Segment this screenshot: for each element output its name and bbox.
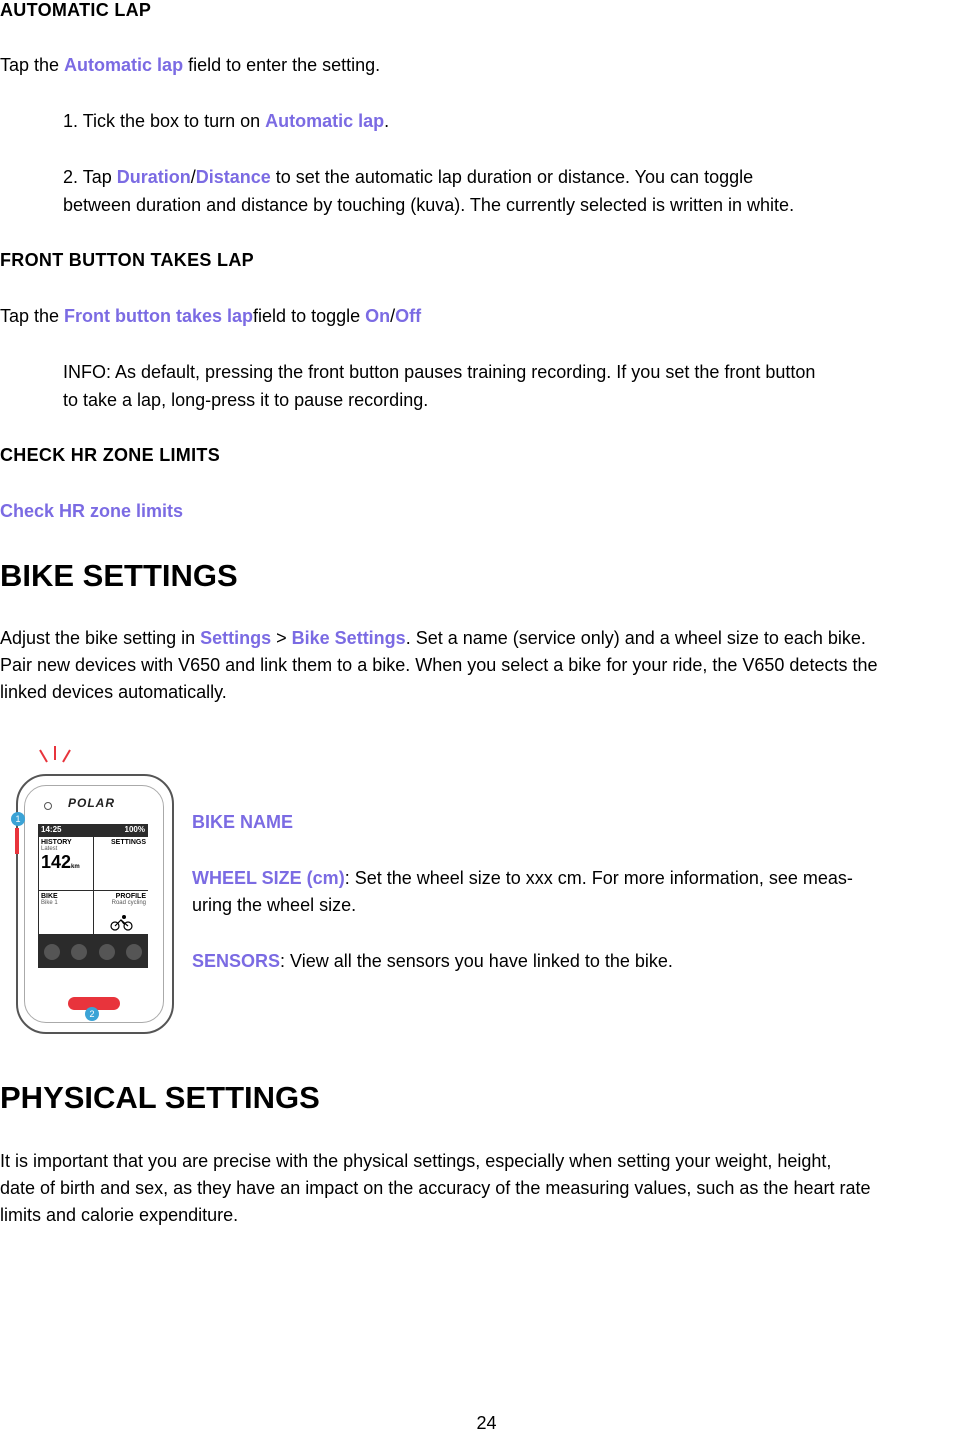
duration-link[interactable]: Duration xyxy=(116,167,191,187)
tile-value: 142 xyxy=(41,852,72,872)
page-number: 24 xyxy=(476,1413,497,1433)
screen-battery: 100% xyxy=(124,825,145,834)
tile-sub: Latest xyxy=(41,846,58,852)
physical-settings-heading: PHYSICAL SETTINGS xyxy=(0,1080,320,1115)
screen-status-bar xyxy=(38,824,148,836)
bike-settings-para-2: Pair new devices with V650 and link them to a bike. When you select a bike for your ride, the V650 detects the xyxy=(0,655,878,675)
tile-label: HISTORY xyxy=(41,839,72,846)
tile-profile[interactable] xyxy=(94,891,148,934)
text: / xyxy=(190,167,196,187)
tile-history[interactable] xyxy=(39,837,93,890)
heart-icon[interactable] xyxy=(71,944,87,960)
text: Tap the xyxy=(0,306,65,326)
side-button[interactable] xyxy=(15,828,19,854)
text: to set the automatic lap duration or distance. You can toggle xyxy=(270,167,754,187)
card-icon[interactable] xyxy=(44,944,60,960)
light-sensor-icon xyxy=(44,802,52,810)
hr-zone-link[interactable]: Check HR zone limits xyxy=(0,501,184,521)
tile-bike[interactable] xyxy=(39,891,93,934)
text: Adjust the bike setting in xyxy=(0,628,201,648)
text: > xyxy=(271,628,292,648)
bike-settings-heading: BIKE SETTINGS xyxy=(0,558,238,593)
tile-label: SETTINGS xyxy=(110,839,146,846)
press-indicator-icon xyxy=(35,742,75,772)
text: : View all the sensors you have linked to the bike. xyxy=(280,951,673,971)
tile-label: PROFILE xyxy=(115,893,146,900)
text: : Set the wheel size to xxx cm. For more information, see meas- xyxy=(344,868,853,888)
automatic-lap-step1 xyxy=(63,108,389,135)
tile-sub: Bike 1 xyxy=(41,900,58,906)
tile-label: BIKE xyxy=(41,893,58,900)
automatic-lap-intro xyxy=(0,52,380,79)
device-illustration xyxy=(10,742,180,1037)
front-button-heading: FRONT BUTTON TAKES LAP xyxy=(0,250,254,270)
physical-settings-line-2: date of birth and sex, as they have an impact on the accuracy of the measuring values, such as the heart rate xyxy=(0,1178,871,1198)
physical-settings-line-3: limits and calorie expenditure. xyxy=(0,1205,239,1225)
sensors-link[interactable]: SENSORS xyxy=(192,951,281,971)
wheel-size-line-2: uring the wheel size. xyxy=(192,895,357,915)
settings-link[interactable]: Settings xyxy=(200,628,272,648)
front-button-link[interactable]: Front button takes lap xyxy=(64,306,254,326)
polar-logo: POLAR xyxy=(68,796,115,810)
off-link[interactable]: Off xyxy=(395,306,422,326)
text: 2. Tap xyxy=(63,167,117,187)
wheel-size-line xyxy=(192,865,853,892)
tile-unit: km xyxy=(71,864,80,870)
front-button-info-2: to take a lap, long-press it to pause recording. xyxy=(63,390,429,410)
text: . xyxy=(384,111,390,131)
text: field to toggle xyxy=(253,306,366,326)
text: 1. Tick the box to turn on xyxy=(63,111,266,131)
hr-zone-heading: CHECK HR ZONE LIMITS xyxy=(0,445,220,465)
automatic-lap-heading: AUTOMATIC LAP xyxy=(0,0,152,20)
sensors-line xyxy=(192,948,673,975)
cyclist-icon xyxy=(110,915,134,931)
front-button-line xyxy=(0,303,421,330)
bike-settings-link[interactable]: Bike Settings xyxy=(291,628,406,648)
wheel-size-link[interactable]: WHEEL SIZE (cm) xyxy=(192,868,345,888)
bike-settings-para-1 xyxy=(0,625,866,652)
device-screen xyxy=(38,824,148,968)
tile-sub: Road cycling xyxy=(111,900,146,906)
front-button-info-1: INFO: As default, pressing the front button pauses training recording. If you set the front button xyxy=(63,362,816,382)
bike-settings-para-3: linked devices automatically. xyxy=(0,682,227,702)
automatic-lap-link-2[interactable]: Automatic lap xyxy=(265,111,385,131)
refresh-icon[interactable] xyxy=(99,944,115,960)
distance-link[interactable]: Distance xyxy=(195,167,271,187)
screen-bottom-bar xyxy=(38,935,148,968)
text: Tap the xyxy=(0,55,65,75)
callout-badge-2: 2 xyxy=(85,1007,99,1021)
physical-settings-line-1: It is important that you are precise with the physical settings, especially when setting your weight, height, xyxy=(0,1151,832,1171)
on-link[interactable]: On xyxy=(365,306,391,326)
gauge-icon[interactable] xyxy=(126,944,142,960)
text: . Set a name (service only) and a wheel size to each bike. xyxy=(405,628,866,648)
callout-badge-1: 1 xyxy=(11,812,25,826)
automatic-lap-step2 xyxy=(63,164,753,191)
automatic-lap-step2-cont: between duration and distance by touching (kuva). The currently selected is written in white. xyxy=(63,195,795,215)
bike-name-link[interactable]: BIKE NAME xyxy=(192,812,294,832)
text: / xyxy=(390,306,396,326)
text: field to enter the setting. xyxy=(183,55,381,75)
automatic-lap-link[interactable]: Automatic lap xyxy=(64,55,184,75)
tile-settings[interactable] xyxy=(94,837,148,890)
screen-time: 14:25 xyxy=(41,825,62,834)
